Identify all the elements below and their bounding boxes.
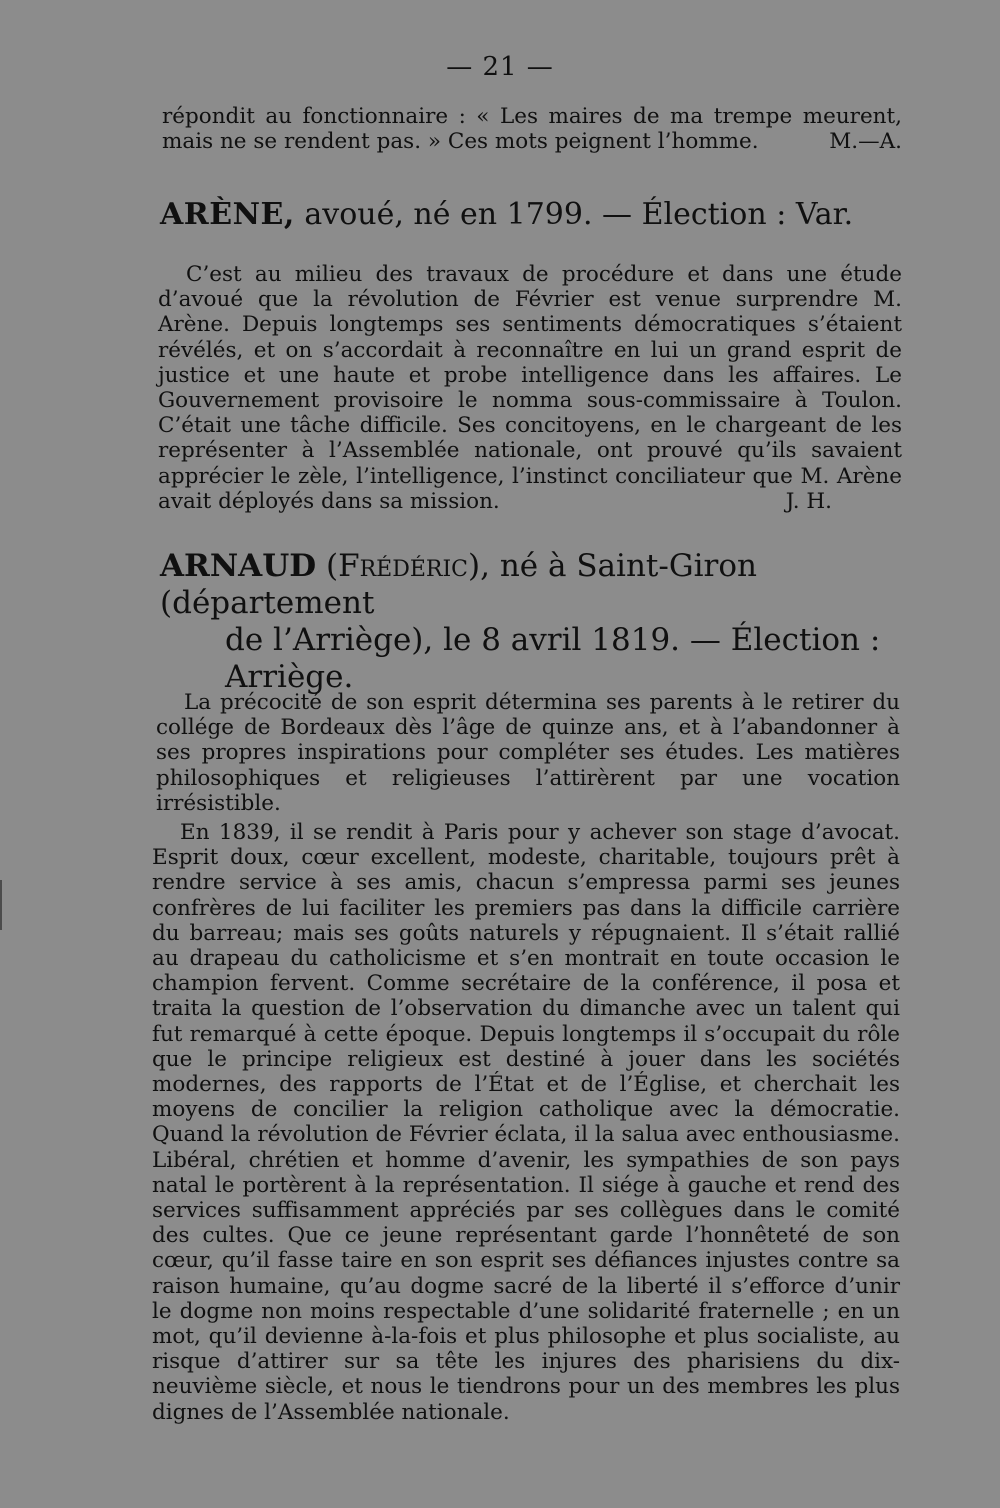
arnaud-paragraph-1-text: La précocité de son esprit détermina ses parents à le retirer du collége de Bordeaux dès l’âge de quinze ans, et à l’abandonner à ses propres inspirations pour compléter ses études. Les matières philosophiques et religieuses l’attirèrent par une vocation irrésistible. xyxy=(156,690,900,816)
arnaud-name: ARNAUD xyxy=(160,548,317,584)
intro-paragraph xyxy=(162,104,902,154)
arnaud-firstname: (Frédéric), xyxy=(325,548,490,584)
intro-text: répondit au fonctionnaire : « Les maires de ma trempe meurent, mais ne se rendent pas. » Ces mots peignent l’homme. xyxy=(162,104,902,155)
arene-text: C’est au milieu des travaux de procédure et dans une étude d’avoué que la révolution de Février est venue surprendre M. Arène. Depuis longtemps ses sentiments démocratiques s’étaient révélés, et on s’accordait à reconnaître en lui un grand esprit de justice et une haute et probe intelligence dans les affaires. Le Gouvernement provisoire le nomma sous-commissaire à Toulon. C’était une tâche difficile. Ses concitoyens, en le chargeant de les représenter à l’Assemblée nationale, ont prouvé qu’ils savaient apprécier le zèle, l’intelligence, l’instinct conciliateur que M. Arène avait déployés dans sa mission. xyxy=(158,262,902,514)
arene-signature: J. H. xyxy=(785,488,832,514)
arnaud-paragraph-1 xyxy=(156,690,900,816)
intro-signature: M.—A. xyxy=(829,129,902,155)
arene-heading xyxy=(160,198,920,231)
arnaud-paragraph-2-text: En 1839, il se rendit à Paris pour y achever son stage d’avocat. Esprit doux, cœur excellent, modeste, charitable, toujours prêt à rendre service à ses amis, chacun s’empressa parmi ses jeunes confrères de lui faciliter les premiers pas dans la difficile carrière du barreau; mais ses goûts naturels y répugnaient. Il s’était rallié au drapeau du catholicisme et s’en montrait en toute occasion le champion fervent. Comme secrétaire de la conférence, il posa et traita la question de l’observation du dimanche avec un talent qui fut remarqué à cette époque. Depuis longtemps il s’occupait du rôle que le principe religieux est destiné à jouer dans les sociétés modernes, des rapports de l’État et de l’Église, et cherchait les moyens de concilier la religion catholique avec la démocratie. Quand la révolution de Février éclata, il la salua avec enthousiasme. Libéral, chrétien et homme d’avenir, les sympathies de son pays natal le portèrent à la représentation. Il siége à gauche et rend des services suffisamment appréciés par ses collègues dans le comité des cultes. Que ce jeune représentant garde l’honnêteté de son cœur, qu’il fasse taire en son esprit ses défiances injustes contre sa raison humaine, qu’au dogme sacré de la liberté il s’efforce d’unir le dogme non moins respectable d’une solidarité fraternelle ; en un mot, qu’il devienne à-la-fois et plus philosophe et plus socialiste, au risque d’attirer sur sa tête les injures des pharisiens du dix-neuvième siècle, et nous le tiendrons pour un des membres les plus dignes de l’Assemblée nationale. xyxy=(152,820,900,1425)
arnaud-details-line2: de l’Arriège), le 8 avril 1819. — Élection : Arriège. xyxy=(225,622,881,695)
arene-details: avoué, né en 1799. — Élection : Var. xyxy=(304,197,854,232)
arnaud-details-line1: né à Saint-Giron (département xyxy=(160,548,757,621)
arnaud-paragraph-2 xyxy=(152,820,900,1425)
arene-name: ARÈNE, xyxy=(160,197,295,232)
arene-paragraph xyxy=(158,262,902,514)
margin-mark xyxy=(0,880,16,930)
arnaud-heading xyxy=(160,548,900,696)
page-number: — 21 — xyxy=(446,52,554,82)
